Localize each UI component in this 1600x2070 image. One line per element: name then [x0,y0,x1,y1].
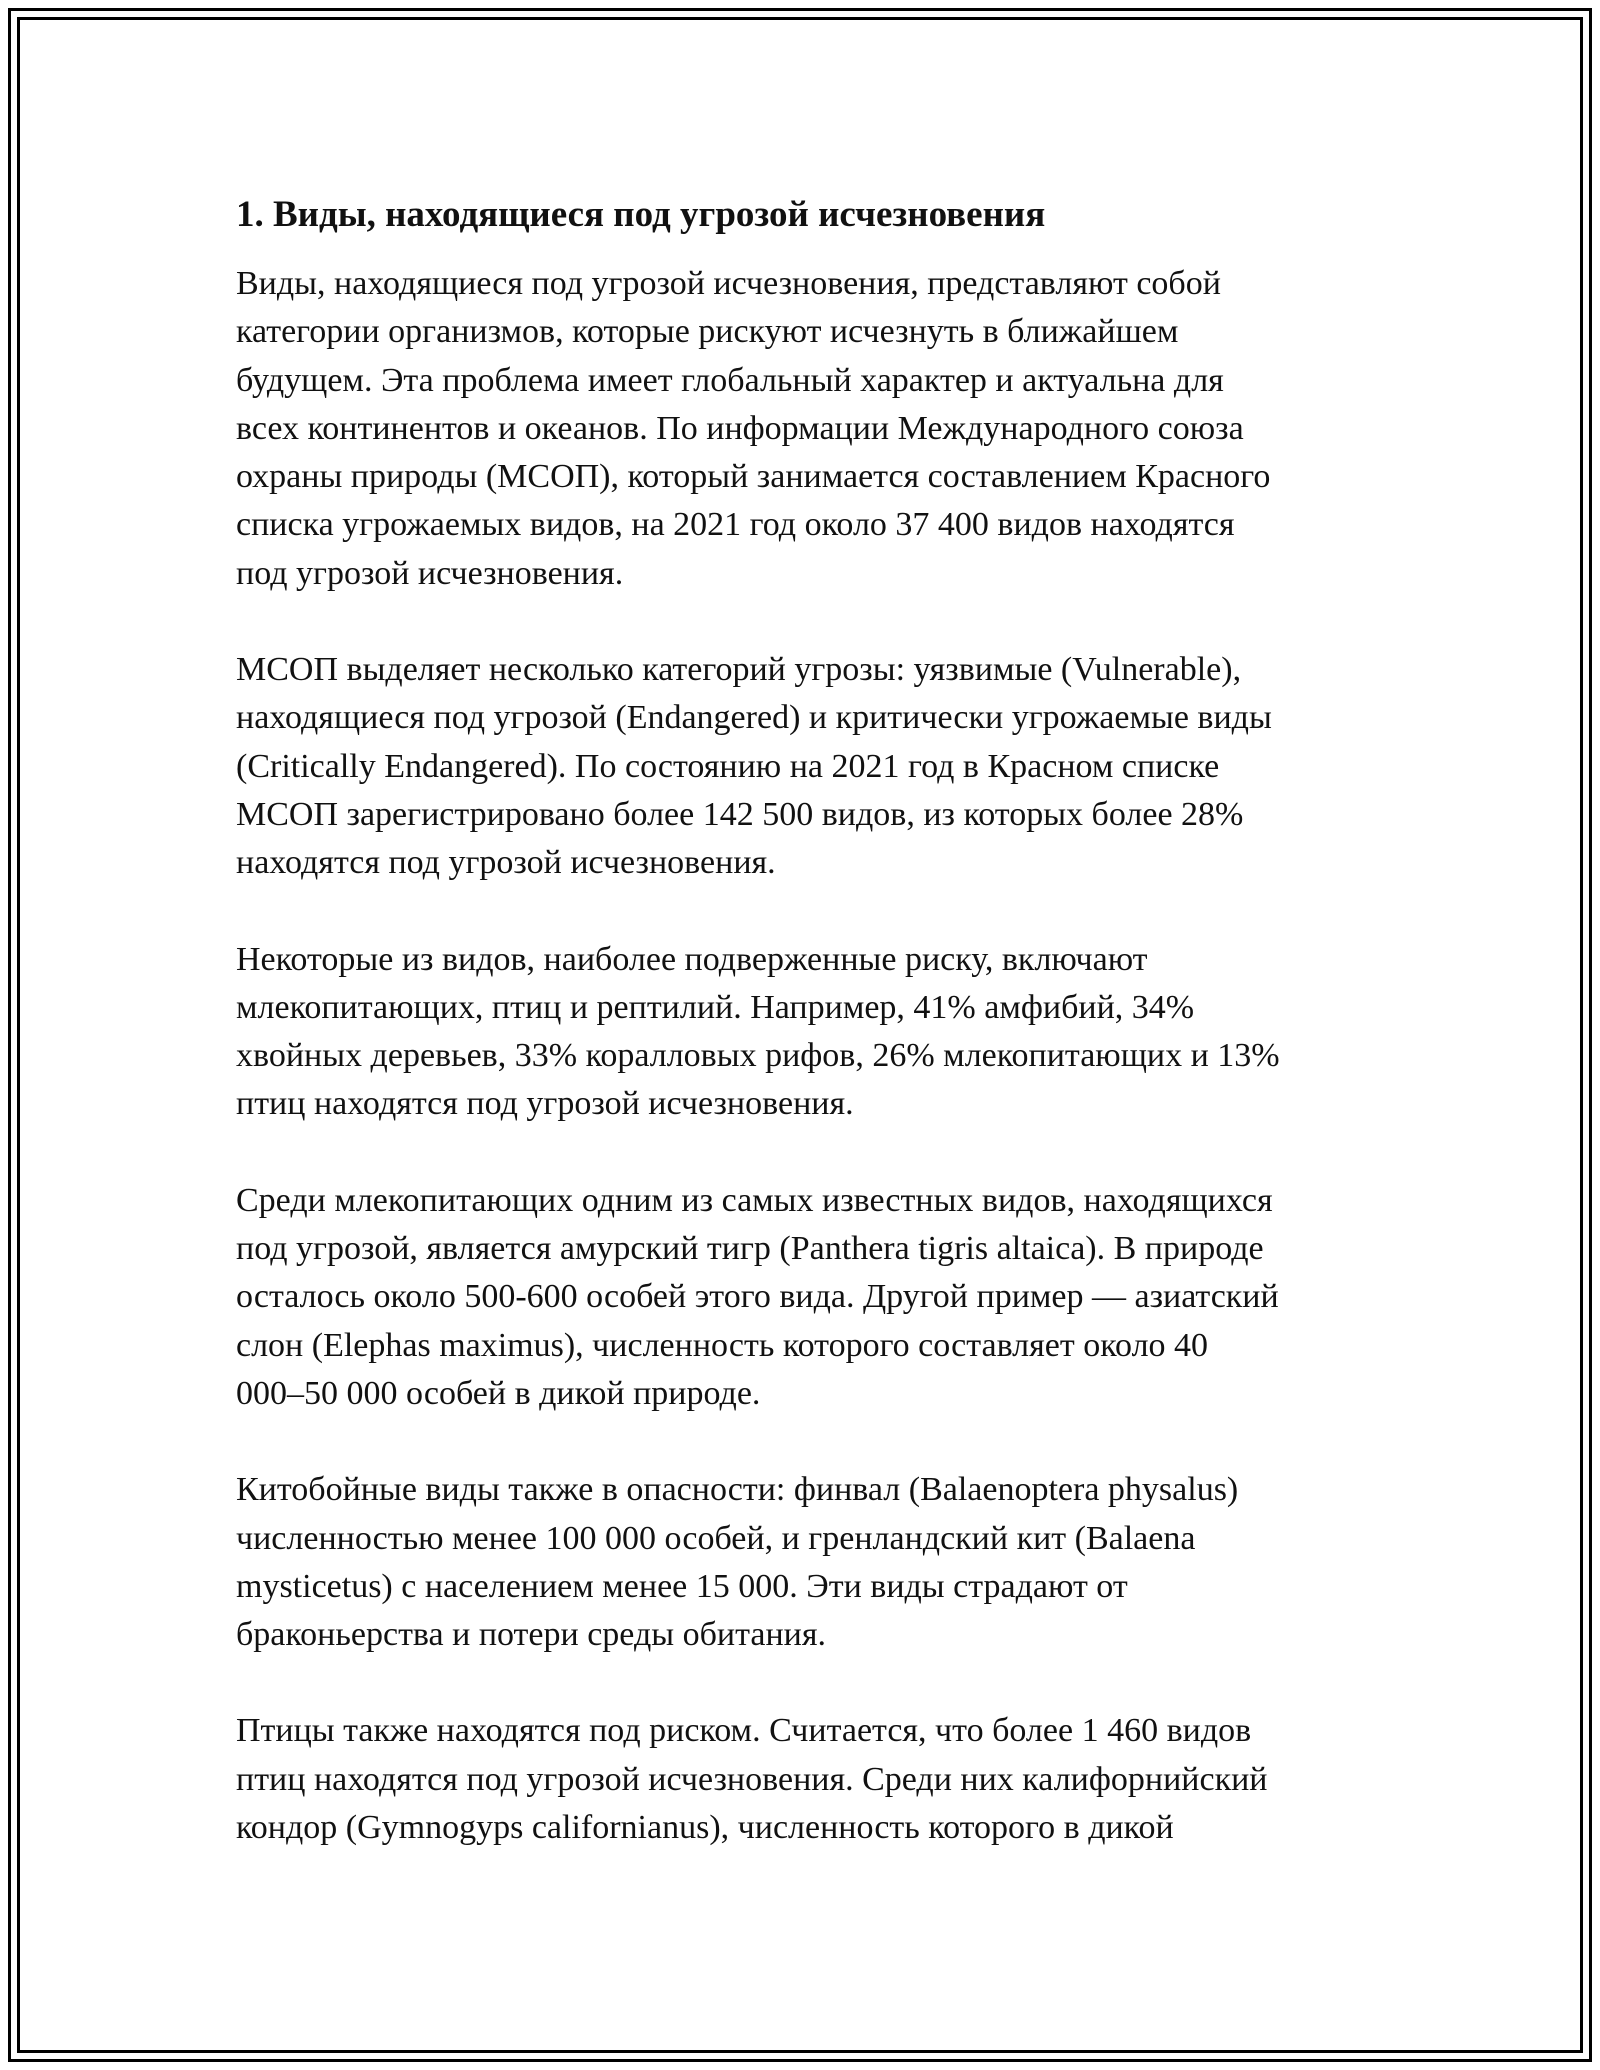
text-line: млекопитающих, птиц и рептилий. Например, 41% амфибий, 34% [236,988,1195,1026]
text-line: МСОП выделяет несколько категорий угрозы: уязвимые (Vulnerable), [236,651,1242,689]
text-line: браконьерства и потери среды обитания. [236,1616,826,1654]
text-line: численностью менее 100 000 особей, и гренландский кит (Balaena [236,1519,1196,1557]
text-line: Некоторые из видов, наиболее подверженные риску, включают [236,940,1148,978]
text-line: МСОП зарегистрировано более 142 500 видов, из которых более 28% [236,795,1244,833]
text-line: 000–50 000 особей в дикой природе. [236,1374,761,1412]
text-line: списка угрожаемых видов, на 2021 год около 37 400 видов находятся [236,506,1235,544]
text-line: всех континентов и океанов. По информации Международного союза [236,409,1244,447]
text-line: осталось около 500-600 особей этого вида. Другой пример — азиатский [236,1278,1279,1316]
paragraph-at-risk-groups [236,936,1366,1129]
text-line: находящиеся под угрозой (Endangered) и критически угрожаемые виды [236,699,1272,737]
text-line: Виды, находящиеся под угрозой исчезновения, представляют собой [236,265,1221,302]
text-line: птиц находятся под угрозой исчезновения. Среди них калифорнийский [236,1760,1268,1798]
text-line: категории организмов, которые рискуют исчезнуть в ближайшем [236,313,1179,351]
text-line: mysticetus) с населением менее 15 000. Эти виды страдают от [236,1567,1128,1605]
text-line: хвойных деревьев, 33% коралловых рифов, 26% млекопитающих и 13% [236,1037,1280,1075]
text-line: слон (Elephas maximus), численность которого составляет около 40 [236,1326,1209,1364]
paragraph-whales [236,1466,1366,1659]
paragraph-mammals [236,1177,1366,1418]
text-line: Птицы также находятся под риском. Считается, что более 1 460 видов [236,1712,1252,1750]
paragraph-threatened-species-intro [236,260,1366,598]
paragraph-iucn-categories [236,646,1366,887]
text-line: Китобойные виды также в опасности: финвал (Balaenoptera physalus) [236,1471,1239,1509]
text-line: охраны природы (МСОП), который занимается составлением Красного [236,458,1271,496]
document-body [236,188,1366,1900]
text-line: птиц находятся под угрозой исчезновения. [236,1085,854,1123]
section-heading: 1. Виды, находящиеся под угрозой исчезновения [236,194,1046,235]
paragraph-birds [236,1707,1366,1852]
text-line: (Critically Endangered). По состоянию на 2021 год в Красном списке [236,747,1220,785]
text-line: Среди млекопитающих одним из самых известных видов, находящихся [236,1181,1273,1219]
text-line: под угрозой, является амурский тигр (Panthera tigris altaica). В природе [236,1230,1264,1268]
text-line: под угрозой исчезновения. [236,554,624,592]
text-line: будущем. Эта проблема имеет глобальный характер и актуальна для [236,361,1224,399]
text-line: кондор (Gymnogyps californianus), численность которого в дикой [236,1809,1174,1847]
text-line: находятся под угрозой исчезновения. [236,844,776,882]
